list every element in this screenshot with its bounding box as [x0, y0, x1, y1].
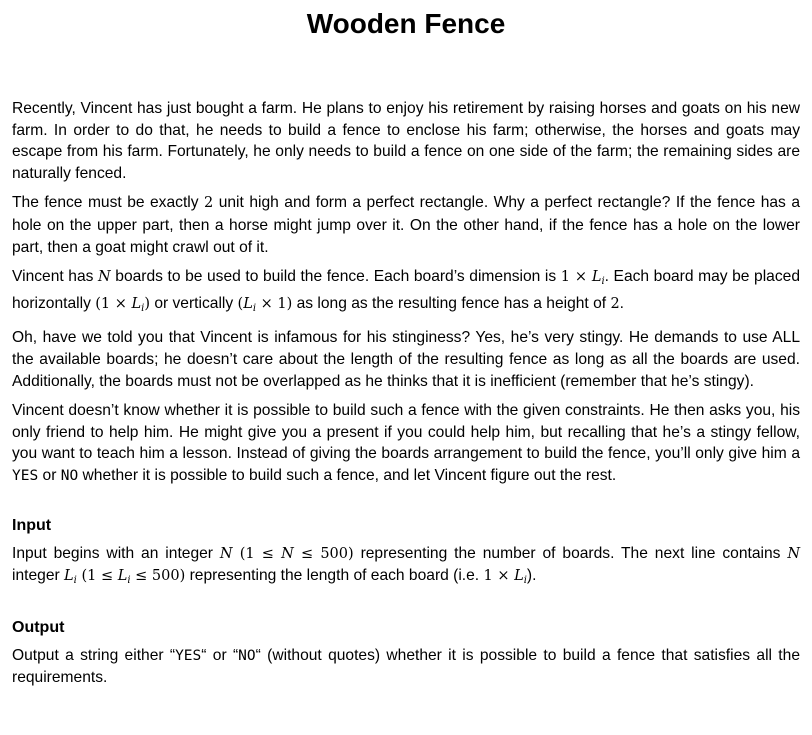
text: (	[237, 295, 244, 312]
height-value: 2	[610, 295, 620, 312]
text: )	[144, 295, 150, 312]
var-l	[64, 568, 77, 587]
var-l: L	[591, 269, 602, 286]
var-i: i	[141, 302, 145, 314]
var-i: i	[601, 276, 605, 288]
text: representing the number of boards. The next line contains	[353, 544, 788, 562]
dimension-expr	[483, 568, 527, 587]
text: integer	[12, 567, 65, 585]
var-l: L	[243, 295, 253, 312]
var-i: i	[127, 575, 131, 587]
paragraph-task	[12, 400, 800, 487]
horizontal-expr	[95, 296, 150, 312]
var-n: N	[98, 269, 111, 286]
text: unit high and form a perfect rectangle. Why a perfect rectangle? If the fence has a hole on the upper part, then a horse might jump over it. On the other hand, if the fence has a hole on the lower part, then a goat might crawl out of it.	[12, 194, 800, 256]
text: representing the length of each board (i.e.	[185, 567, 484, 585]
yes-literal: YES	[12, 467, 39, 484]
text: 1 ×	[483, 568, 515, 585]
var-l: L	[131, 295, 142, 312]
paragraph-fence-shape	[12, 192, 800, 258]
text: × 1)	[256, 295, 293, 312]
l-range	[76, 568, 186, 587]
text: ≤ 500)	[293, 545, 354, 562]
paragraph-stinginess: Oh, have we told you that Vincent is infamous for his stinginess? Yes, he’s very stingy. He demands to use ALL the available boards; he doesn’t care about the length of the resulting fence as long as all the boards are used. Additionally, the boards must not be overlapped as he thinks that it is inefficient (remember that he’s stingy).	[12, 329, 800, 390]
vertical-expr	[238, 296, 293, 312]
output-heading: Output	[12, 618, 65, 636]
text: or vertically	[149, 294, 238, 312]
var-i: i	[252, 302, 257, 314]
n-range	[233, 546, 354, 562]
text: Vincent doesn’t know whether it is possible to build such a fence with the given constraints. He then asks you, his only friend to help him. He might give you a present if you could help him, but recalling that he’s a stingy fellow, you want to teach him a lesson. Instead of giving the boards arrangement to build the fence, you’ll only give him a	[12, 402, 800, 463]
no-literal: NO	[238, 647, 256, 664]
var-n: N	[281, 545, 294, 562]
text: “ (without quotes) whether it is possible to build a fence that satisfies all the requirements.	[12, 646, 800, 687]
var-i: i	[523, 575, 527, 587]
var-l: L	[514, 568, 524, 585]
input-heading: Input	[12, 516, 52, 534]
var-l: L	[64, 568, 74, 585]
problem-title: Wooden Fence	[306, 8, 506, 39]
var-n: N	[787, 545, 801, 562]
var-l: L	[117, 568, 128, 585]
input-description	[12, 543, 800, 592]
text: (1 ≤	[76, 568, 118, 585]
dimension-expr	[560, 269, 605, 288]
text: Input begins with an integer	[12, 544, 220, 562]
var-i: i	[73, 575, 77, 587]
paragraph-intro: Recently, Vincent has just bought a farm. He plans to enjoy his retirement by raising horses and goats on his new farm. In order to do that, he needs to build a fence to enclose his farm; otherwise, the horses and goats may escape from his farm. Fortunately, he only needs to build a fence on one side of the farm; the remaining sides are naturally fenced.	[12, 100, 800, 182]
text: 1 ×	[560, 269, 592, 286]
text: Vincent has	[12, 268, 99, 286]
text: . Each board may be placed horizontally	[12, 268, 800, 312]
text: whether it is possible to build such a fence, and let Vincent figure out the rest.	[78, 466, 617, 484]
text: ≤ 500)	[130, 568, 186, 585]
height-value: 2	[204, 195, 214, 212]
text: (1 ×	[95, 295, 132, 312]
text: The fence must be exactly	[12, 194, 205, 212]
paragraph-boards	[12, 266, 800, 319]
var-n: N	[219, 545, 233, 562]
text: .	[619, 294, 625, 312]
no-literal: NO	[60, 467, 79, 484]
yes-literal: YES	[175, 647, 202, 664]
text: or	[38, 466, 61, 484]
text: as long as the resulting fence has a height of	[292, 294, 611, 312]
text: boards to be used to build the fence. Each board’s dimension is	[110, 268, 561, 286]
output-description	[12, 645, 800, 689]
text: Output a string either “	[12, 646, 176, 664]
text: (1 ≤	[232, 545, 282, 562]
text: ).	[526, 567, 537, 585]
text: “ or “	[201, 646, 239, 664]
problem-statement	[12, 98, 800, 689]
